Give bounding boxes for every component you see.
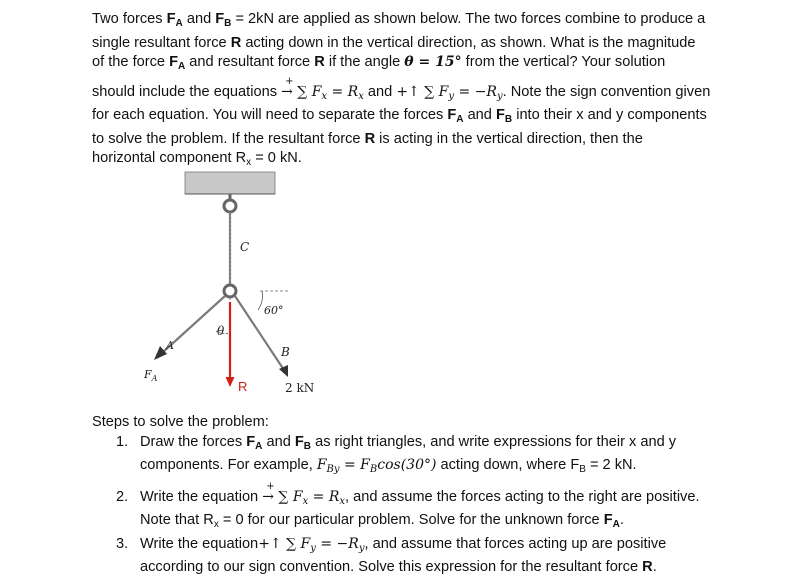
steps-section: [92, 413, 752, 578]
label-r: R: [238, 379, 248, 394]
step-3: 3. Write the equation+↑ ∑ $F_y = -R_y$, and assume that forces acting up are positive according to our sign convention. Solve this expression for the resultant force R.: [116, 535, 667, 575]
steps-heading: Steps to solve the problem:: [92, 414, 269, 430]
step-number: 3.: [116, 535, 129, 552]
problem-line-7: horizontal component $R_x = 0$ kN.: [92, 150, 302, 168]
label-c: C: [240, 240, 250, 254]
label-2kn: 2 kN: [285, 381, 315, 395]
example-expression: $F_{By} = F_B\cos(30^\circ)$: [316, 457, 437, 475]
equation-y: +↑ ∑ $F_y = -R_y$: [396, 83, 503, 102]
problem-line-2: single resultant force R acting down in the vertical direction, as shown. What is the magnitude: [92, 34, 696, 51]
ceiling-support: [185, 172, 275, 194]
label-b: B: [281, 345, 290, 359]
resultant-arrowhead: [226, 377, 235, 387]
problem-line-5: for each equation. You will need to separate the forces $F_A$ and $F_B$ into their x and y components: [92, 107, 707, 125]
problem-statement: [92, 10, 732, 173]
sixty-arc: [258, 291, 263, 310]
step-2: 2. Write the equation + → ∑ $F_x = R_x$, and assume the forces acting to the right are positive. Note that $R_x = 0$ for our particular problem. Solve for the unknown force $F_A$.: [116, 480, 700, 530]
problem-line-3: of the force $F_A$ and resultant force R if the angle θ = 15° from the vertical? Your solution: [92, 54, 666, 72]
problem-line-6: to solve the problem. If the resultant force R is acting in the vertical direction, then the: [92, 130, 643, 147]
eyebolt-ring: [224, 200, 236, 212]
problem-line-1: Two forces $F_A$ and $F_B = 2kN$ are applied as shown below. The two forces combine to produce a: [92, 11, 706, 29]
equation-x: + → ∑ $F_x = R_x$: [281, 75, 364, 102]
equation-x: + → ∑ $F_x = R_x$: [262, 480, 346, 507]
label-theta: θ: [217, 324, 225, 338]
step-number: 1.: [116, 433, 129, 450]
force-diagram: [140, 165, 340, 400]
step-1: 1. Draw the forces $F_A$ and $F_B$ as right triangles, and write expressions for their x and y components. For example, $F_{By} = F_B\cos(30^\circ)$ acting down, where $F_B = 2$ kN.: [116, 433, 677, 475]
step-number: 2.: [116, 488, 129, 505]
label-60: 60°: [264, 304, 284, 317]
central-ring: [224, 285, 236, 297]
label-fa: $F_A$: [144, 368, 158, 383]
problem-line-4: should include the equations + → ∑ $F_x = R_x$ and +↑ ∑ $F_y = -R_y$. Note the sign convention given: [92, 83, 732, 107]
label-a: A: [166, 339, 174, 352]
arrowhead-b: [279, 365, 288, 377]
equation-y: +↑ ∑ $F_y = -R_y$: [258, 535, 365, 554]
